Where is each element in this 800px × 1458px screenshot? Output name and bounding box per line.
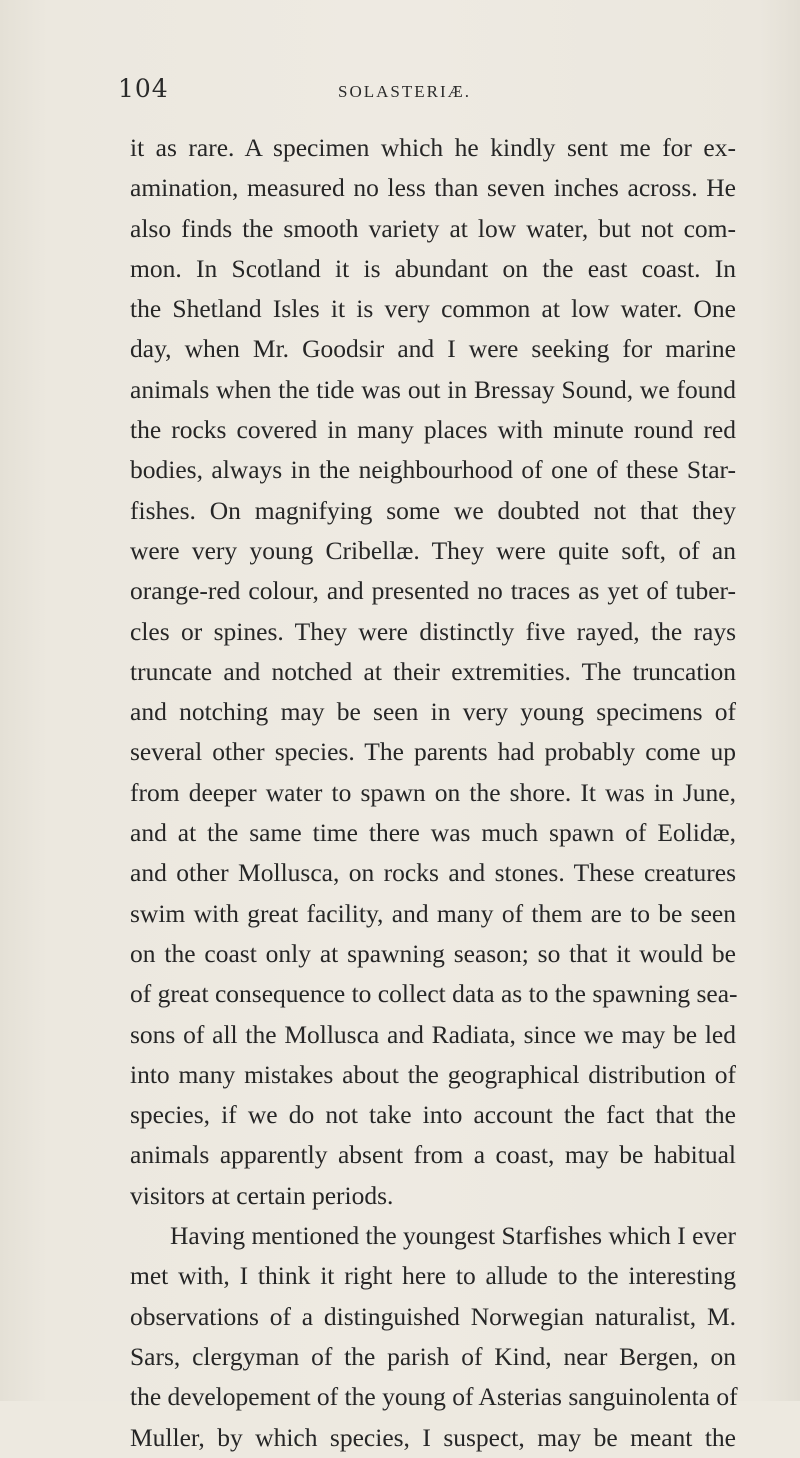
text-line: animals apparently absent from a coast, may be habitual [130,1140,736,1170]
text-line: Muller, by which species, I suspect, may be meant the [130,1422,736,1452]
text-line: observations of a distinguished Norwegian naturalist, M. [130,1301,736,1331]
text-line: cles or spines. They were distinctly five rayed, the rays [130,616,736,646]
body-text [130,128,736,1458]
text-line: several other species. The parents had probably come up [130,737,736,767]
text-line: and at the same time there was much spawn of Eolidæ, [130,818,736,848]
text-line: sons of all the Mollusca and Radiata, since we may be led [130,1019,736,1049]
text-line: the rocks covered in many places with minute round red [130,415,736,445]
text-line: orange-red colour, and presented no traces as yet of tuber- [130,576,736,606]
text-line: and other Mollusca, on rocks and stones. These creatures [130,858,736,888]
text-line: bodies, always in the neighbourhood of one of these Star- [130,455,736,485]
text-line: also finds the smooth variety at low water, but not com- [130,213,736,243]
text-line: day, when Mr. Goodsir and I were seeking for marine [130,334,736,364]
text-line: fishes. On magnifying some we doubted not that they [130,495,736,525]
text-line: met with, I think it right here to allude to the interesting [130,1261,736,1291]
text-line: mon. In Scotland it is abundant on the east coast. In [130,253,736,283]
running-head: SOLASTERIÆ. [338,82,471,101]
text-line: on the coast only at spawning season; so that it would be [130,938,736,968]
text-line: Sars, clergyman of the parish of Kind, near Bergen, on [130,1341,736,1371]
text-line: into many mistakes about the geographical distribution of [130,1059,736,1089]
text-line: it as rare. A specimen which he kindly sent me for ex- [130,133,736,162]
page-header [118,74,738,114]
text-line: amination, measured no less than seven inches across. He [130,173,736,203]
text-line: of great consequence to collect data as to the spawning sea- [130,979,738,1009]
text-line: animals when the tide was out in Bressay Sound, we found [130,374,736,404]
page-number: 104 [118,74,169,103]
text-line: truncate and notched at their extremities. The truncation [130,656,736,686]
text-line: swim with great facility, and many of them are to be seen [130,898,736,928]
text-line-paragraph-end: visitors at certain periods. [130,1180,394,1210]
text-line: and notching may be seen in very young specimens of [130,697,736,727]
text-line: the developement of the young of Asterias sanguinolenta of [130,1382,738,1412]
text-line: the Shetland Isles it is very common at low water. One [130,294,736,324]
text-line: were very young Cribellæ. They were quite soft, of an [130,535,736,565]
text-line: species, if we do not take into account the fact that the [130,1100,736,1130]
text-line: from deeper water to spawn on the shore. It was in June, [130,777,736,807]
text-line-paragraph-start: Having mentioned the youngest Starfishes which I ever [170,1221,736,1251]
